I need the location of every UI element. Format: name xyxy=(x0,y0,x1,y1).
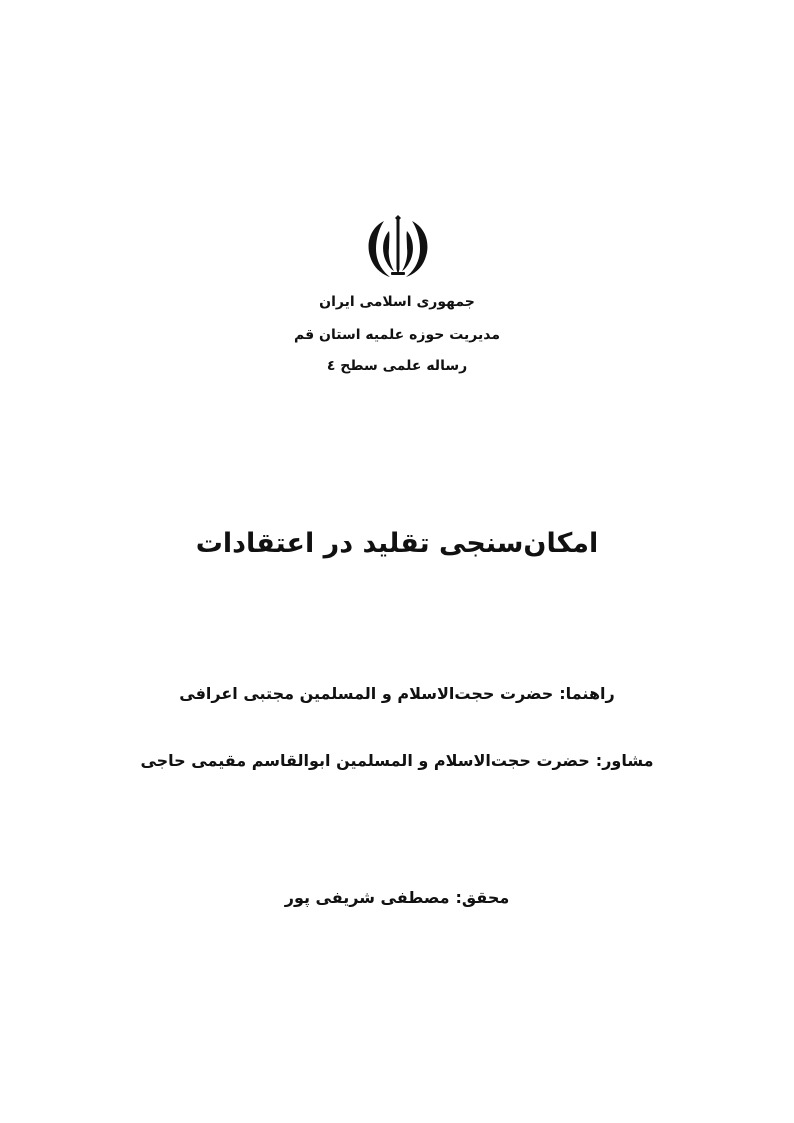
supervisor-label: راهنما: xyxy=(559,684,615,703)
advisor-name: حضرت حجت‌الاسلام و المسلمین ابوالقاسم مقیمی حاجی xyxy=(140,751,590,770)
supervisor-line xyxy=(0,682,794,706)
researcher-line xyxy=(0,886,794,910)
researcher-label: محقق: xyxy=(455,888,510,907)
header-country: جمهوری اسلامی ایران xyxy=(319,294,475,310)
advisor-line xyxy=(0,749,794,773)
page-title: امکان‌سنجی تقلید در اعتقادات xyxy=(195,528,599,559)
supervisor-name: حضرت حجت‌الاسلام و المسلمین مجتبی اعرافی xyxy=(179,684,554,703)
advisor-label: مشاور: xyxy=(595,751,654,770)
header-thesis-level: رساله علمی سطح ٤ xyxy=(326,358,468,374)
iran-emblem-icon xyxy=(362,215,434,279)
header-seminary: مدیریت حوزه علمیه استان قم xyxy=(294,327,500,343)
researcher-name: مصطفی شریفی پور xyxy=(284,888,450,907)
